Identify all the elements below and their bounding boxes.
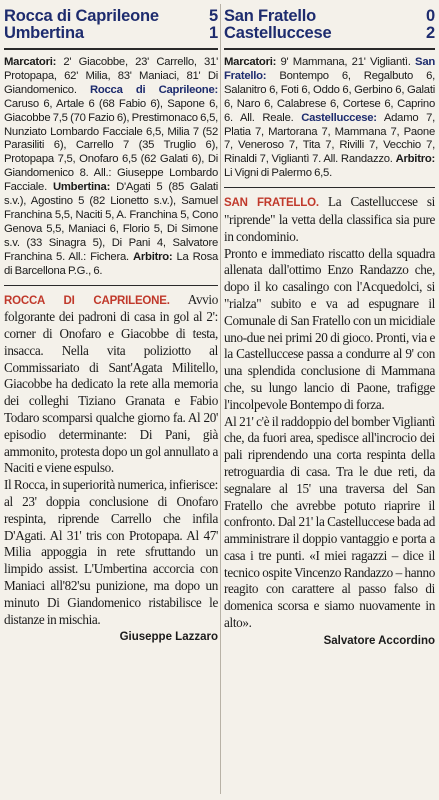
- right-column: [224, 0, 435, 647]
- right-team1-text: Bontempo 6, Regalbuto 6, Salanitro 6, Foti 6, Oddo 6, Gerbino 6, Galati 6, Naro 6, Calabrese 6, Cortese 6, Caprino 6. All. Reale.: [224, 69, 435, 124]
- left-article-p1: ROCCA DI CAPRILEONE. Avvio folgorante dei padroni di casa in gol al 2': corner di Onofaro e Giacobbe di testa, insacca. Nella vita poliziotto al Commissariato di Sant'Agata Militello, Giacobbe ha dedicato la rete alla memoria dei colleghi Tiziano Granata e Fabio Todaro scomparsi qualche giorno fa. Al 20' episodio determinante: Di Pani, già ammonito, protesta dopo un gol annullato a Naciti e viene espulso.: [4, 291, 218, 476]
- left-team2-text: D'Agati 5 (85 Galati s.v.), Agostino 5 (82 Lionetto s.v.), Samuel Franchina 5,5, Naciti 5, A. Franchina 5, Cono Genova 5,5, Maniaci 6, Florio 5, Di Simone s.v. (33 Sinagra 5), Di Pani 4, Salvatore Franchina 5. All.: Fichera.: [4, 181, 218, 263]
- right-marcatori-label: Marcatori:: [224, 56, 277, 68]
- right-away-row: [224, 25, 435, 42]
- left-away-row: [4, 25, 218, 42]
- right-home-score: 0: [426, 7, 435, 25]
- right-scoreboard: [224, 0, 435, 46]
- left-home-score: 5: [209, 7, 218, 25]
- left-marcatori-text: 2' Giacobbe, 23' Carrello, 31' Protopapa, 62' Milia, 83' Maniaci, 81' Di Giandomenico.: [4, 56, 218, 96]
- right-arbitro-label: Arbitro:: [395, 153, 436, 166]
- right-article-p1: SAN FRATELLO. La Castelluccese si "riprende" la vetta della classifica sia pure in condominio.: [224, 194, 435, 244]
- right-top-rule: [224, 48, 435, 50]
- right-tabellino: [224, 56, 435, 181]
- right-byline: Salvatore Accordino: [323, 634, 435, 647]
- left-team1-label: Rocca di Caprileone:: [89, 83, 219, 96]
- left-team1-text: Caruso 6, Artale 6 (68 Fabio 6), Sapone 6, Giacobbe 7,5 (70 Fazio 6), Prestimonaco 6,5, Nunziato Lombardo Facciale 6,5, Milia 7 (52 Parasiliti 6), Carrello 7 (35 Truglio 6), Protopapa 7,5, Onofaro 6,5 (62 Galati 6), Di Giandomenico 8. All.: Giuseppe Lombardo Facciale.: [4, 97, 218, 194]
- left-scoreboard: [4, 0, 218, 46]
- left-arbitro-label: Arbitro:: [132, 250, 173, 263]
- right-away-score: 2: [426, 24, 435, 42]
- left-byline: Giuseppe Lazzaro: [119, 631, 218, 644]
- right-article-p2: Pronto e immediato riscatto della squadra allenata dall'ottimo Enzo Randazzo che, dopo il ko casalingo con l'Acquedolci, si "rialza" subito e va ad espugnare il Comunale di San Fratello con un micidiale uno-due nei primi 20 di gioco. Pronti, via e la Castelluccese passa a condurre al 9' con una splendida conclusione di Mammana che, su lungo lancio di Paone, trafigge l'incolpevole Bontempo di forza.: [224, 245, 435, 412]
- left-home-team: Rocca di Caprileone: [4, 7, 159, 25]
- column-divider: [220, 4, 221, 794]
- left-arbitro-text: La Rosa di Barcellona P.G., 6.: [4, 250, 218, 277]
- left-team2-label: Umbertina:: [52, 181, 111, 194]
- right-kicker: SAN FRATELLO.: [224, 197, 319, 210]
- right-team2-text: Adamo 7, Platia 7, Martorana 7, Mammana 7, Paone 7, Veneroso 7, Tita 7, Rivilli 7, Vecchio 7, Rinaldi 7, Vigliantì 7. All. Randazzo.: [224, 111, 436, 166]
- right-article-p3: Al 21' c'è il raddoppio del bomber Vigliantì che, da fuori area, spedisce all'incrocio dei pali riprendendo una corta respinta della retroguardia di casa. Tra le due reti, da segnalare al 15' una traversa del San Fratello che avrebbe potuto riaprire il confronto. Dal 21' la Castelluccese bada ad amministrare il doppio vantaggio e porta a casa i tre punti. «I miei ragazzi – dice il tecnico ospite Vincenzo Randazzo – hanno reagito con carattere al passo falso di domenica scorsa e siamo nuovamente in alto».: [224, 413, 435, 631]
- left-marcatori-label: Marcatori:: [4, 56, 57, 68]
- right-team2-label: Castelluccese:: [301, 111, 377, 124]
- right-home-team: San Fratello: [224, 7, 317, 25]
- left-top-rule: [4, 48, 218, 50]
- left-mid-rule: [4, 285, 218, 286]
- left-home-row: [4, 8, 218, 25]
- right-article: [224, 194, 435, 632]
- left-away-team: Umbertina: [4, 24, 84, 42]
- left-article: [4, 292, 218, 629]
- right-home-row: [224, 8, 435, 25]
- left-column: [4, 0, 218, 643]
- right-team1-label: San Fratello:: [224, 56, 435, 82]
- left-kicker: ROCCA DI CAPRILEONE.: [4, 294, 170, 307]
- right-marcatori-text: 9' Mammana, 21' Vigliantì.: [276, 56, 411, 68]
- left-article-p2: Il Rocca, in superiorità numerica, infierisce: al 23' doppia conclusione di Onofaro respinta, riprende Carrello che infila D'Agati. Al 31' tris con Protopapa. Al 47' Milia appoggia in rete sfruttando un limpido assist. L'Umbertina accorcia con Maniaci all'82'su punizione, ma dopo un minuto Di Giandomenico ristabilisce le distanze in mischia.: [4, 477, 218, 627]
- right-arbitro-text: Li Vigni di Palermo 6,5.: [224, 167, 332, 180]
- left-tabellino: [4, 56, 218, 279]
- right-away-team: Castelluccese: [224, 24, 332, 42]
- left-away-score: 1: [209, 24, 218, 42]
- right-mid-rule: [224, 187, 435, 188]
